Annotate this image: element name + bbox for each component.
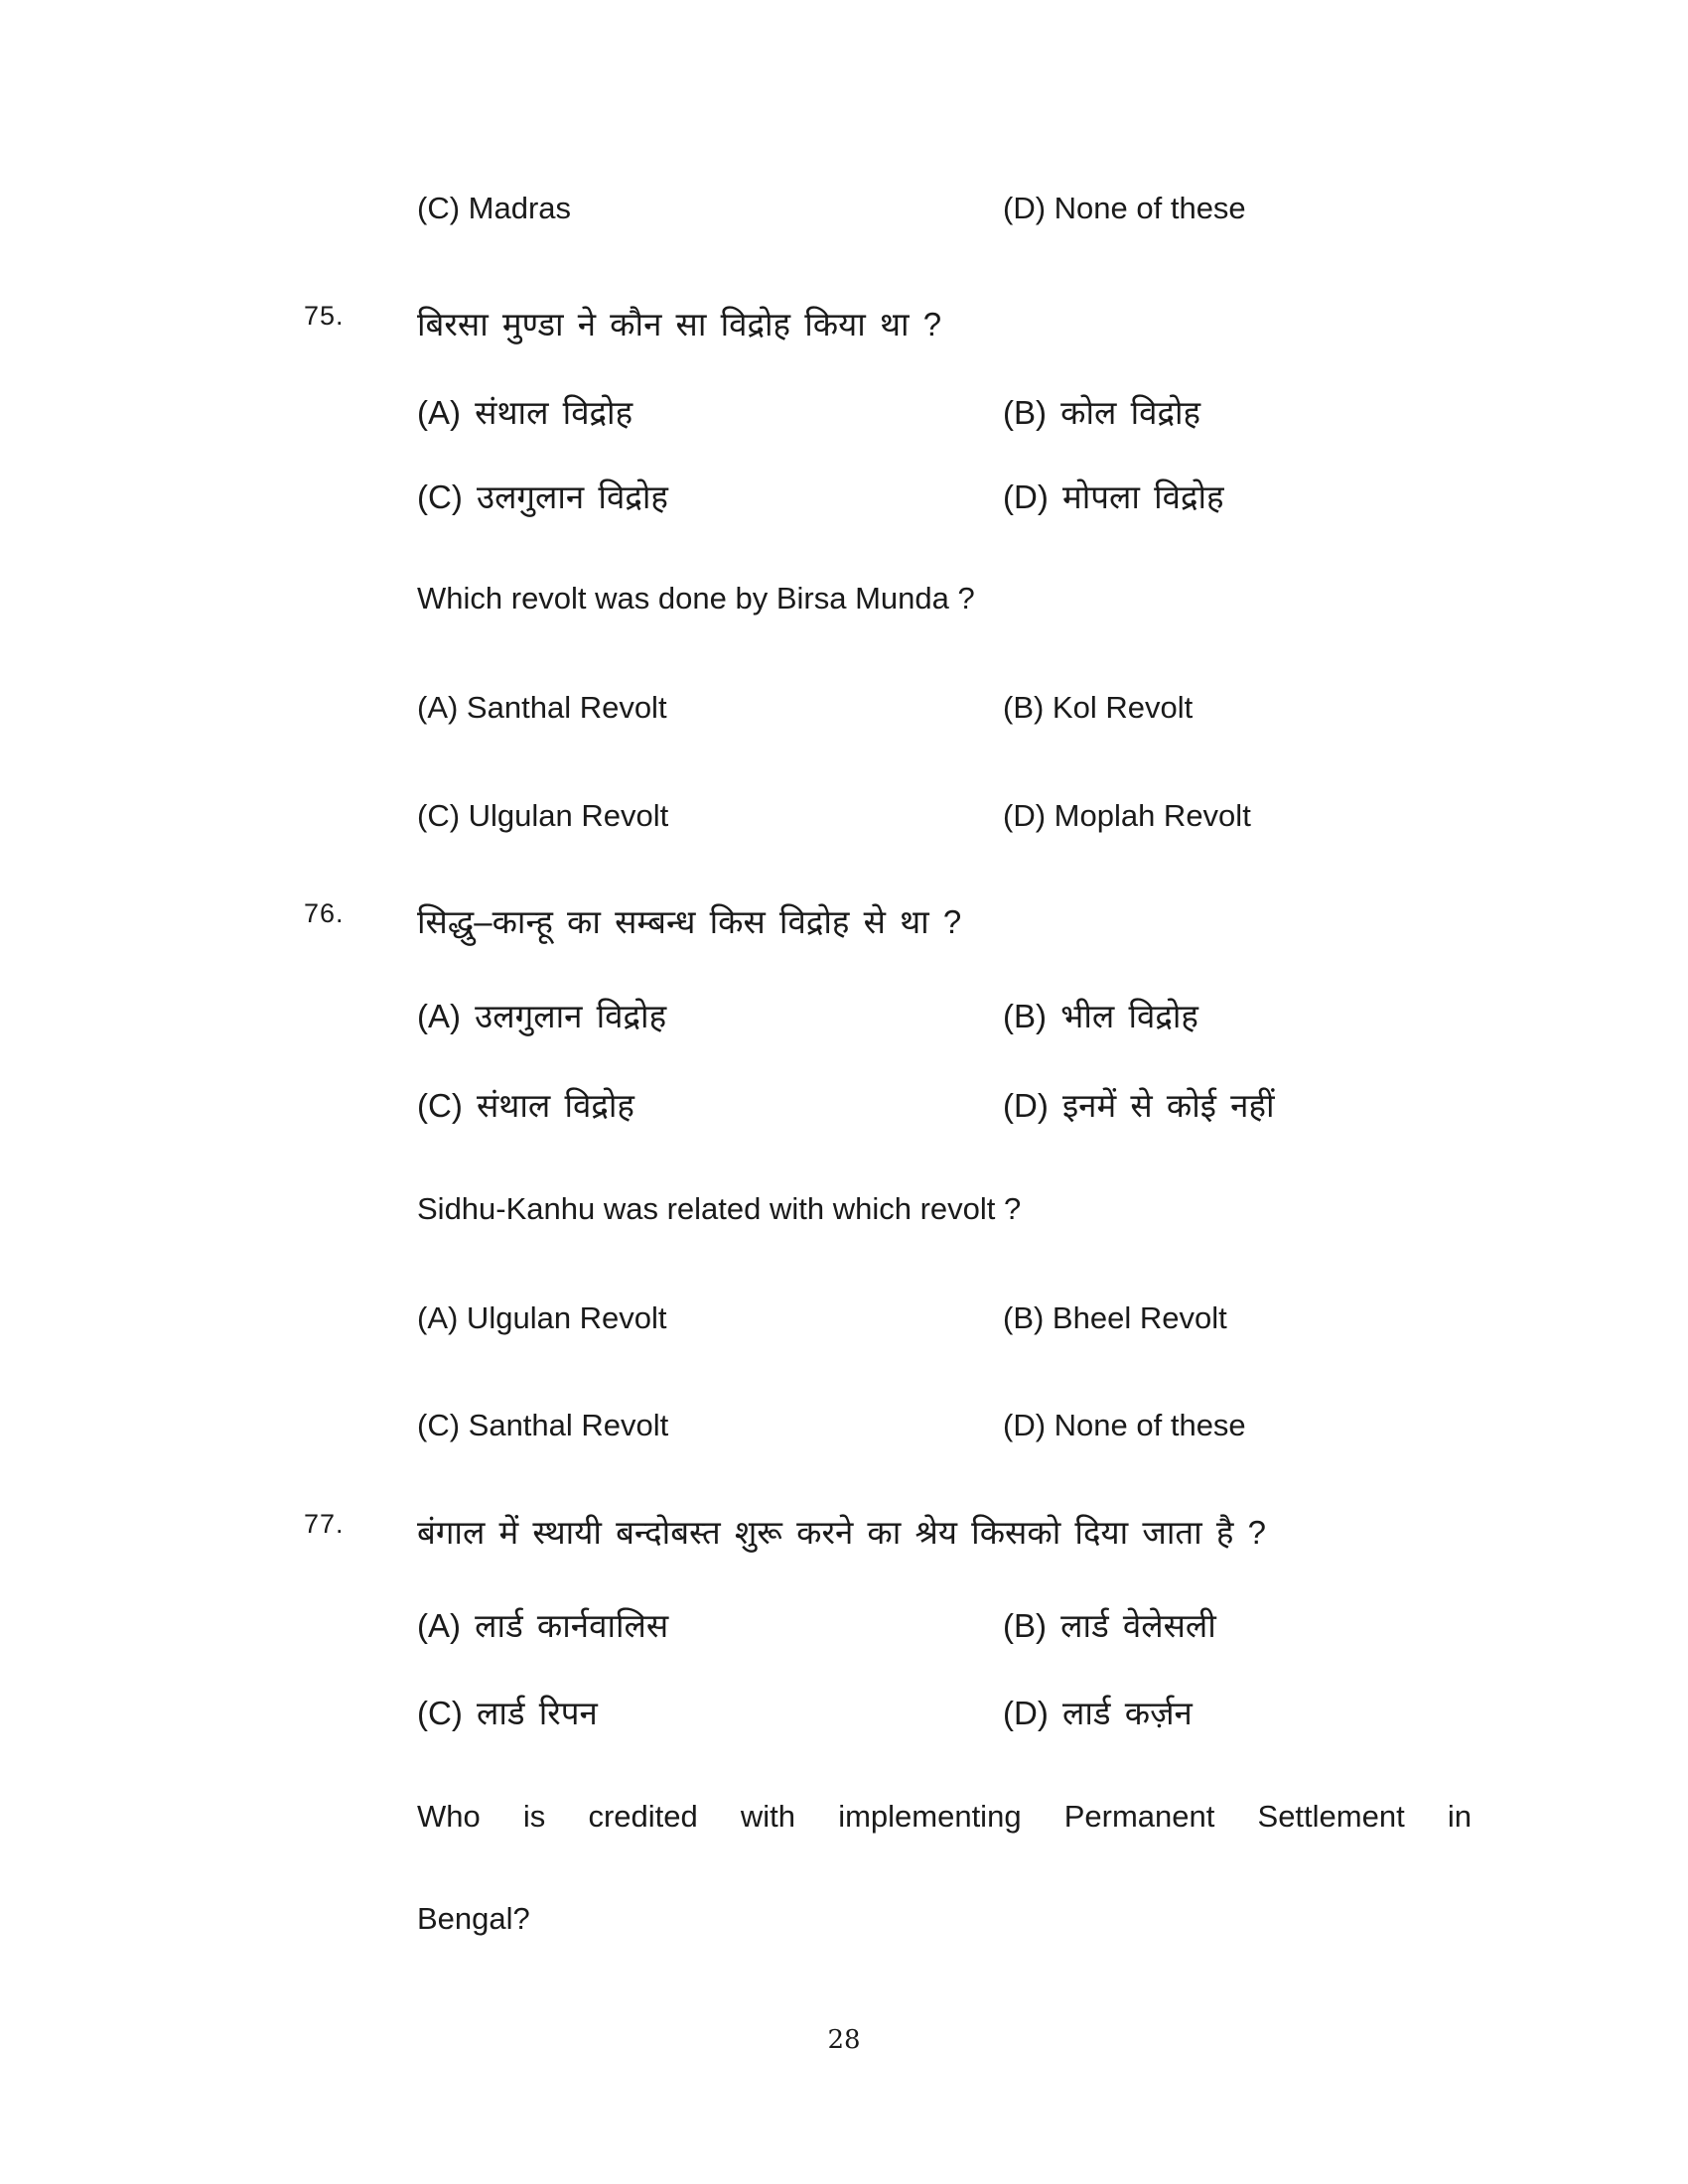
option-a: (A) Santhal Revolt: [417, 690, 667, 725]
option-c: (C) उलगुलान विद्रोह: [417, 478, 668, 515]
page-number: 28: [827, 2025, 861, 2055]
option-b: (B) Bheel Revolt: [1003, 1300, 1227, 1335]
question-text-hindi: सिद्धु–कान्हू का सम्बन्ध किस विद्रोह से था ?: [417, 903, 962, 940]
question-number: 76.: [304, 898, 345, 928]
option-d: (D) लार्ड कर्ज़न: [1003, 1695, 1193, 1731]
option-c: (C) Ulgulan Revolt: [417, 798, 669, 833]
question-text-hindi: बिरसा मुण्डा ने कौन सा विद्रोह किया था ?: [417, 306, 942, 342]
option-b: (B) लार्ड वेलेसली: [1003, 1607, 1216, 1644]
option-c: (C) Madras: [417, 191, 572, 225]
option-a: (A) संथाल विद्रोह: [417, 394, 633, 431]
option-d: (D) None of these: [1003, 1408, 1246, 1442]
option-d: (D) मोपला विद्रोह: [1003, 478, 1224, 515]
option-b: (B) कोल विद्रोह: [1003, 394, 1201, 431]
option-b: (B) भील विद्रोह: [1003, 998, 1198, 1034]
question-text-english-line1: Who is credited with implementing Permanent Settlement in: [417, 1799, 1472, 1834]
option-d: (D) None of these: [1003, 191, 1246, 225]
question-number: 77.: [304, 1509, 345, 1539]
option-a: (A) उलगुलान विद्रोह: [417, 998, 667, 1034]
question-text-english-line2: Bengal?: [417, 1901, 530, 1936]
question-text-english: Which revolt was done by Birsa Munda ?: [417, 581, 975, 615]
option-b: (B) Kol Revolt: [1003, 690, 1194, 725]
option-d: (D) इनमें से कोई नहीं: [1003, 1087, 1275, 1124]
option-a: (A) Ulgulan Revolt: [417, 1300, 667, 1335]
option-d: (D) Moplah Revolt: [1003, 798, 1251, 833]
question-text-hindi: बंगाल में स्थायी बन्दोबस्त शुरू करने का श्रेय किसको दिया जाता है ?: [417, 1514, 1266, 1551]
option-c: (C) Santhal Revolt: [417, 1408, 669, 1442]
question-number: 75.: [304, 301, 345, 331]
question-text-english: Sidhu-Kanhu was related with which revolt ?: [417, 1191, 1022, 1226]
option-a: (A) लार्ड कार्नवालिस: [417, 1607, 669, 1644]
option-c: (C) लार्ड रिपन: [417, 1695, 598, 1731]
option-c: (C) संथाल विद्रोह: [417, 1087, 634, 1124]
